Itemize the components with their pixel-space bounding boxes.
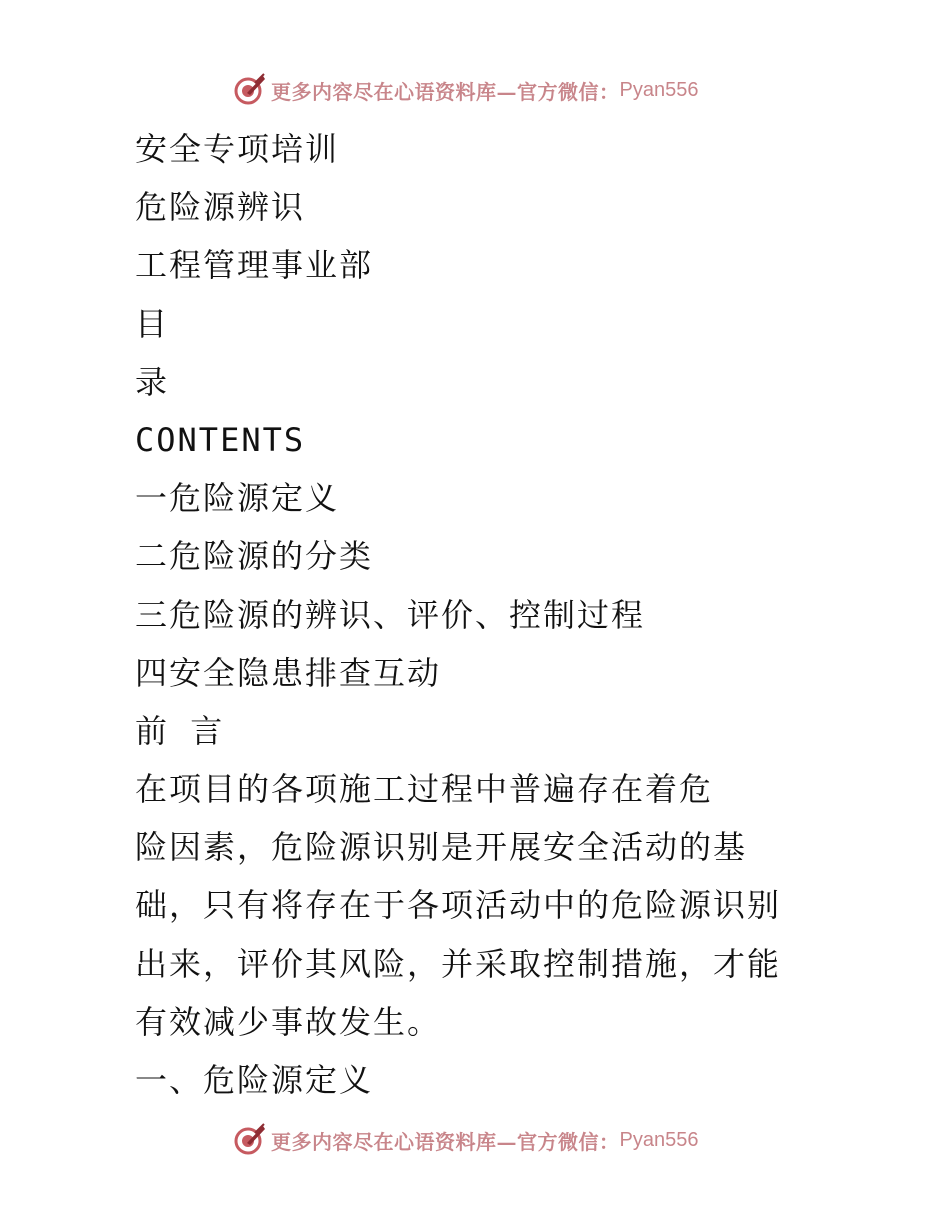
watermark-text: 更多内容尽在心语资料库—官方微信： [271,79,620,104]
subtitle-line: 危险源辨识 [135,188,306,227]
toc-item: 三危险源的辨识、评价、控制过程 [135,595,646,634]
quill-pen-circle-icon [233,1123,267,1157]
watermark-wechat-id: Pyan556 [619,1128,699,1151]
watermark-wechat-id: Pyan556 [619,78,699,101]
document-body [135,120,855,1109]
watermark-text: 更多内容尽在心语资料库—官方微信： [271,1129,620,1154]
toc-item: 一危险源定义 [135,479,340,518]
paragraph-line: 出来，评价其风险，并采取控制措施，才能 [135,944,782,983]
toc-heading-english: CONTENTS [135,420,306,459]
paragraph-line: 在项目的各项施工过程中普遍存在着危 [135,770,714,809]
toc-item: 二危险源的分类 [135,537,374,576]
preface-heading: 前 言 [135,711,225,750]
header-watermark [233,70,733,110]
toc-heading-part2: 录 [135,362,170,401]
quill-pen-circle-icon [233,73,267,107]
paragraph-line: 有效减少事故发生。 [135,1002,442,1041]
section-heading: 一、危险源定义 [135,1061,374,1099]
paragraph-line: 险因素，危险源识别是开展安全活动的基 [135,828,748,867]
toc-heading-part1: 目 [135,304,170,343]
department-line: 工程管理事业部 [135,246,374,285]
paragraph-line: 础，只有将存在于各项活动中的危险源识别 [135,886,782,925]
toc-item: 四安全隐患排查互动 [135,653,442,692]
title-line: 安全专项培训 [135,130,340,168]
footer-watermark [233,1120,733,1160]
